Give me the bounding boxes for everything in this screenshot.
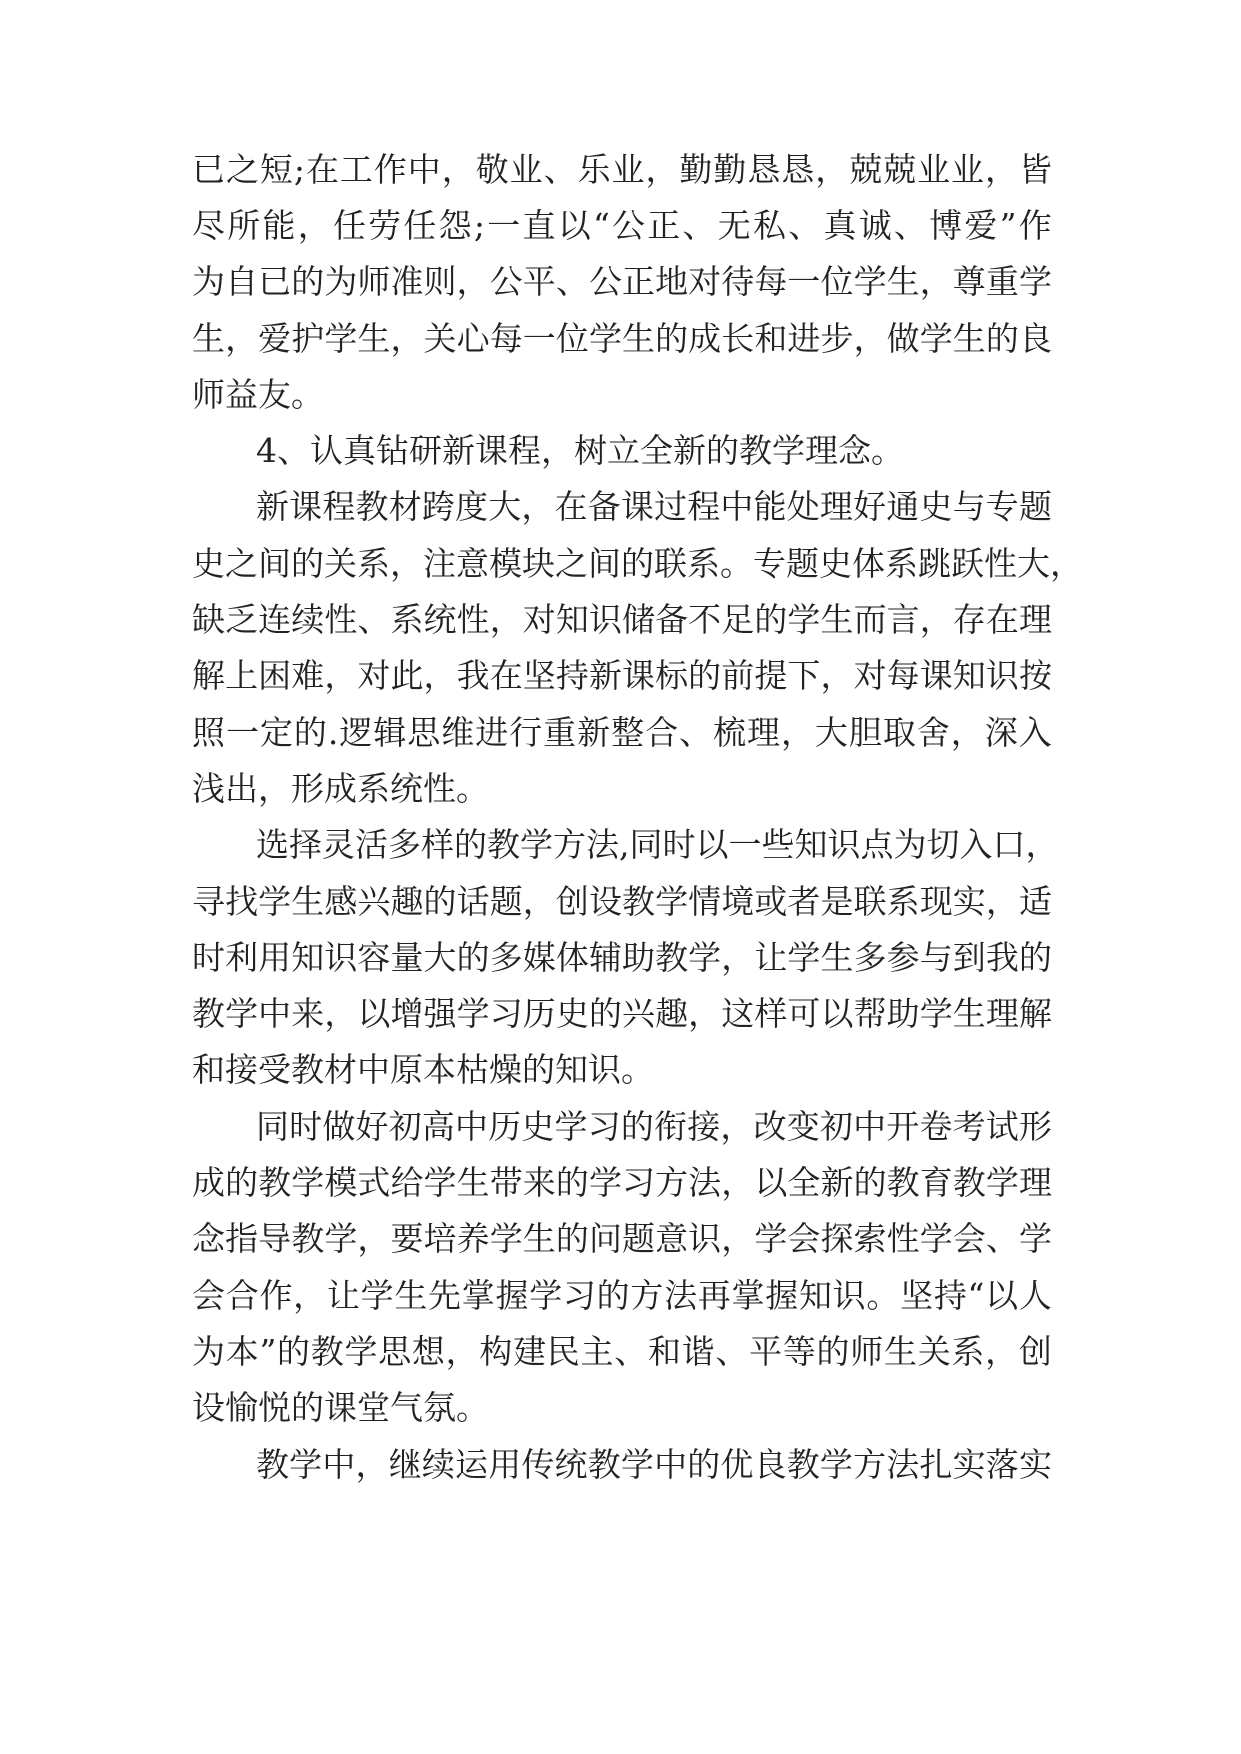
text-line: 选 择 灵 活 多 样 的 教 学 方 法 , 同 时 以 一 些 知 识 点 为 切 入 口 ，: [256, 825, 1059, 864]
text-line: 缺 乏 连 续 性 、 系 统 性 ， 对 知 识 储 备 不 足 的 学 生 而 言 ， 存 在 理: [192, 600, 1052, 639]
text-line: 照 一 定 的 . 逻 辑 思 维 进 行 重 新 整 合 、 梳 理 ， 大 胆 取 舍 ， 深 入: [192, 713, 1052, 752]
text-line: 同 时 做 好 初 高 中 历 史 学 习 的 衔 接 ， 改 变 初 中 开 卷 考 试 形: [256, 1107, 1052, 1146]
text-line: 设愉悦的课堂气氛。: [192, 1388, 489, 1427]
text-line: 尽 所 能 ， 任 劳 任 怨 ; 一 直 以 “ 公 正 、 无 私 、 真 诚 、 博 爱 ” 作: [192, 206, 1052, 245]
text-line: 成 的 教 学 模 式 给 学 生 带 来 的 学 习 方 法 ， 以 全 新 的 教 育 教 学 理: [192, 1163, 1052, 1202]
section-heading: 4、认真钻研新课程，树立全新的教学理念。: [256, 431, 904, 470]
text-line: 和接受教材中原本枯燥的知识。: [192, 1050, 654, 1089]
text-line: 生 ， 爱 护 学 生 ， 关 心 每 一 位 学 生 的 成 长 和 进 步 ， 做 学 生 的 良: [192, 319, 1052, 358]
text-line: 解 上 困 难 ， 对 此 ， 我 在 坚 持 新 课 标 的 前 提 下 ， 对 每 课 知 识 按: [192, 656, 1052, 695]
text-line: 教 学 中 来 ， 以 增 强 学 习 历 史 的 兴 趣 ， 这 样 可 以 帮 助 学 生 理 解: [192, 994, 1052, 1033]
text-line: 师益友。: [192, 375, 324, 414]
text-line: 为 本 ” 的 教 学 思 想 ， 构 建 民 主 、 和 谐 、 平 等 的 师 生 关 系 ， 创: [192, 1332, 1052, 1371]
text-line: 时 利 用 知 识 容 量 大 的 多 媒 体 辅 助 教 学 ， 让 学 生 多 参 与 到 我 的: [192, 938, 1052, 977]
text-line: 教 学 中 ， 继 续 运 用 传 统 教 学 中 的 优 良 教 学 方 法 扎 实 落 实: [256, 1445, 1052, 1484]
text-line: 念 指 导 教 学 ， 要 培 养 学 生 的 问 题 意 识 ， 学 会 探 索 性 学 会 、 学: [192, 1219, 1052, 1258]
text-line: 为 自 已 的 为 师 准 则 ， 公 平 、 公 正 地 对 待 每 一 位 学 生 ， 尊 重 学: [192, 262, 1052, 301]
text-line: 浅出，形成系统性。: [192, 769, 489, 808]
text-line: 新 课 程 教 材 跨 度 大 ， 在 备 课 过 程 中 能 处 理 好 通 史 与 专 题: [256, 487, 1052, 526]
text-line: 寻 找 学 生 感 兴 趣 的 话 题 ， 创 设 教 学 情 境 或 者 是 联 系 现 实 ， 适: [192, 882, 1052, 921]
text-line: 已 之 短 ; 在 工 作 中 ， 敬 业 、 乐 业 ， 勤 勤 恳 恳 ， 兢 兢 业 业 ， 皆: [192, 150, 1052, 189]
text-line: 史 之 间 的 关 系 ， 注 意 模 块 之 间 的 联 系 。 专 题 史 体 系 跳 跃 性 大 ，: [192, 544, 1083, 583]
text-line: 会 合 作 ， 让 学 生 先 掌 握 学 习 的 方 法 再 掌 握 知 识 。 坚 持 “ 以 人: [192, 1276, 1052, 1315]
